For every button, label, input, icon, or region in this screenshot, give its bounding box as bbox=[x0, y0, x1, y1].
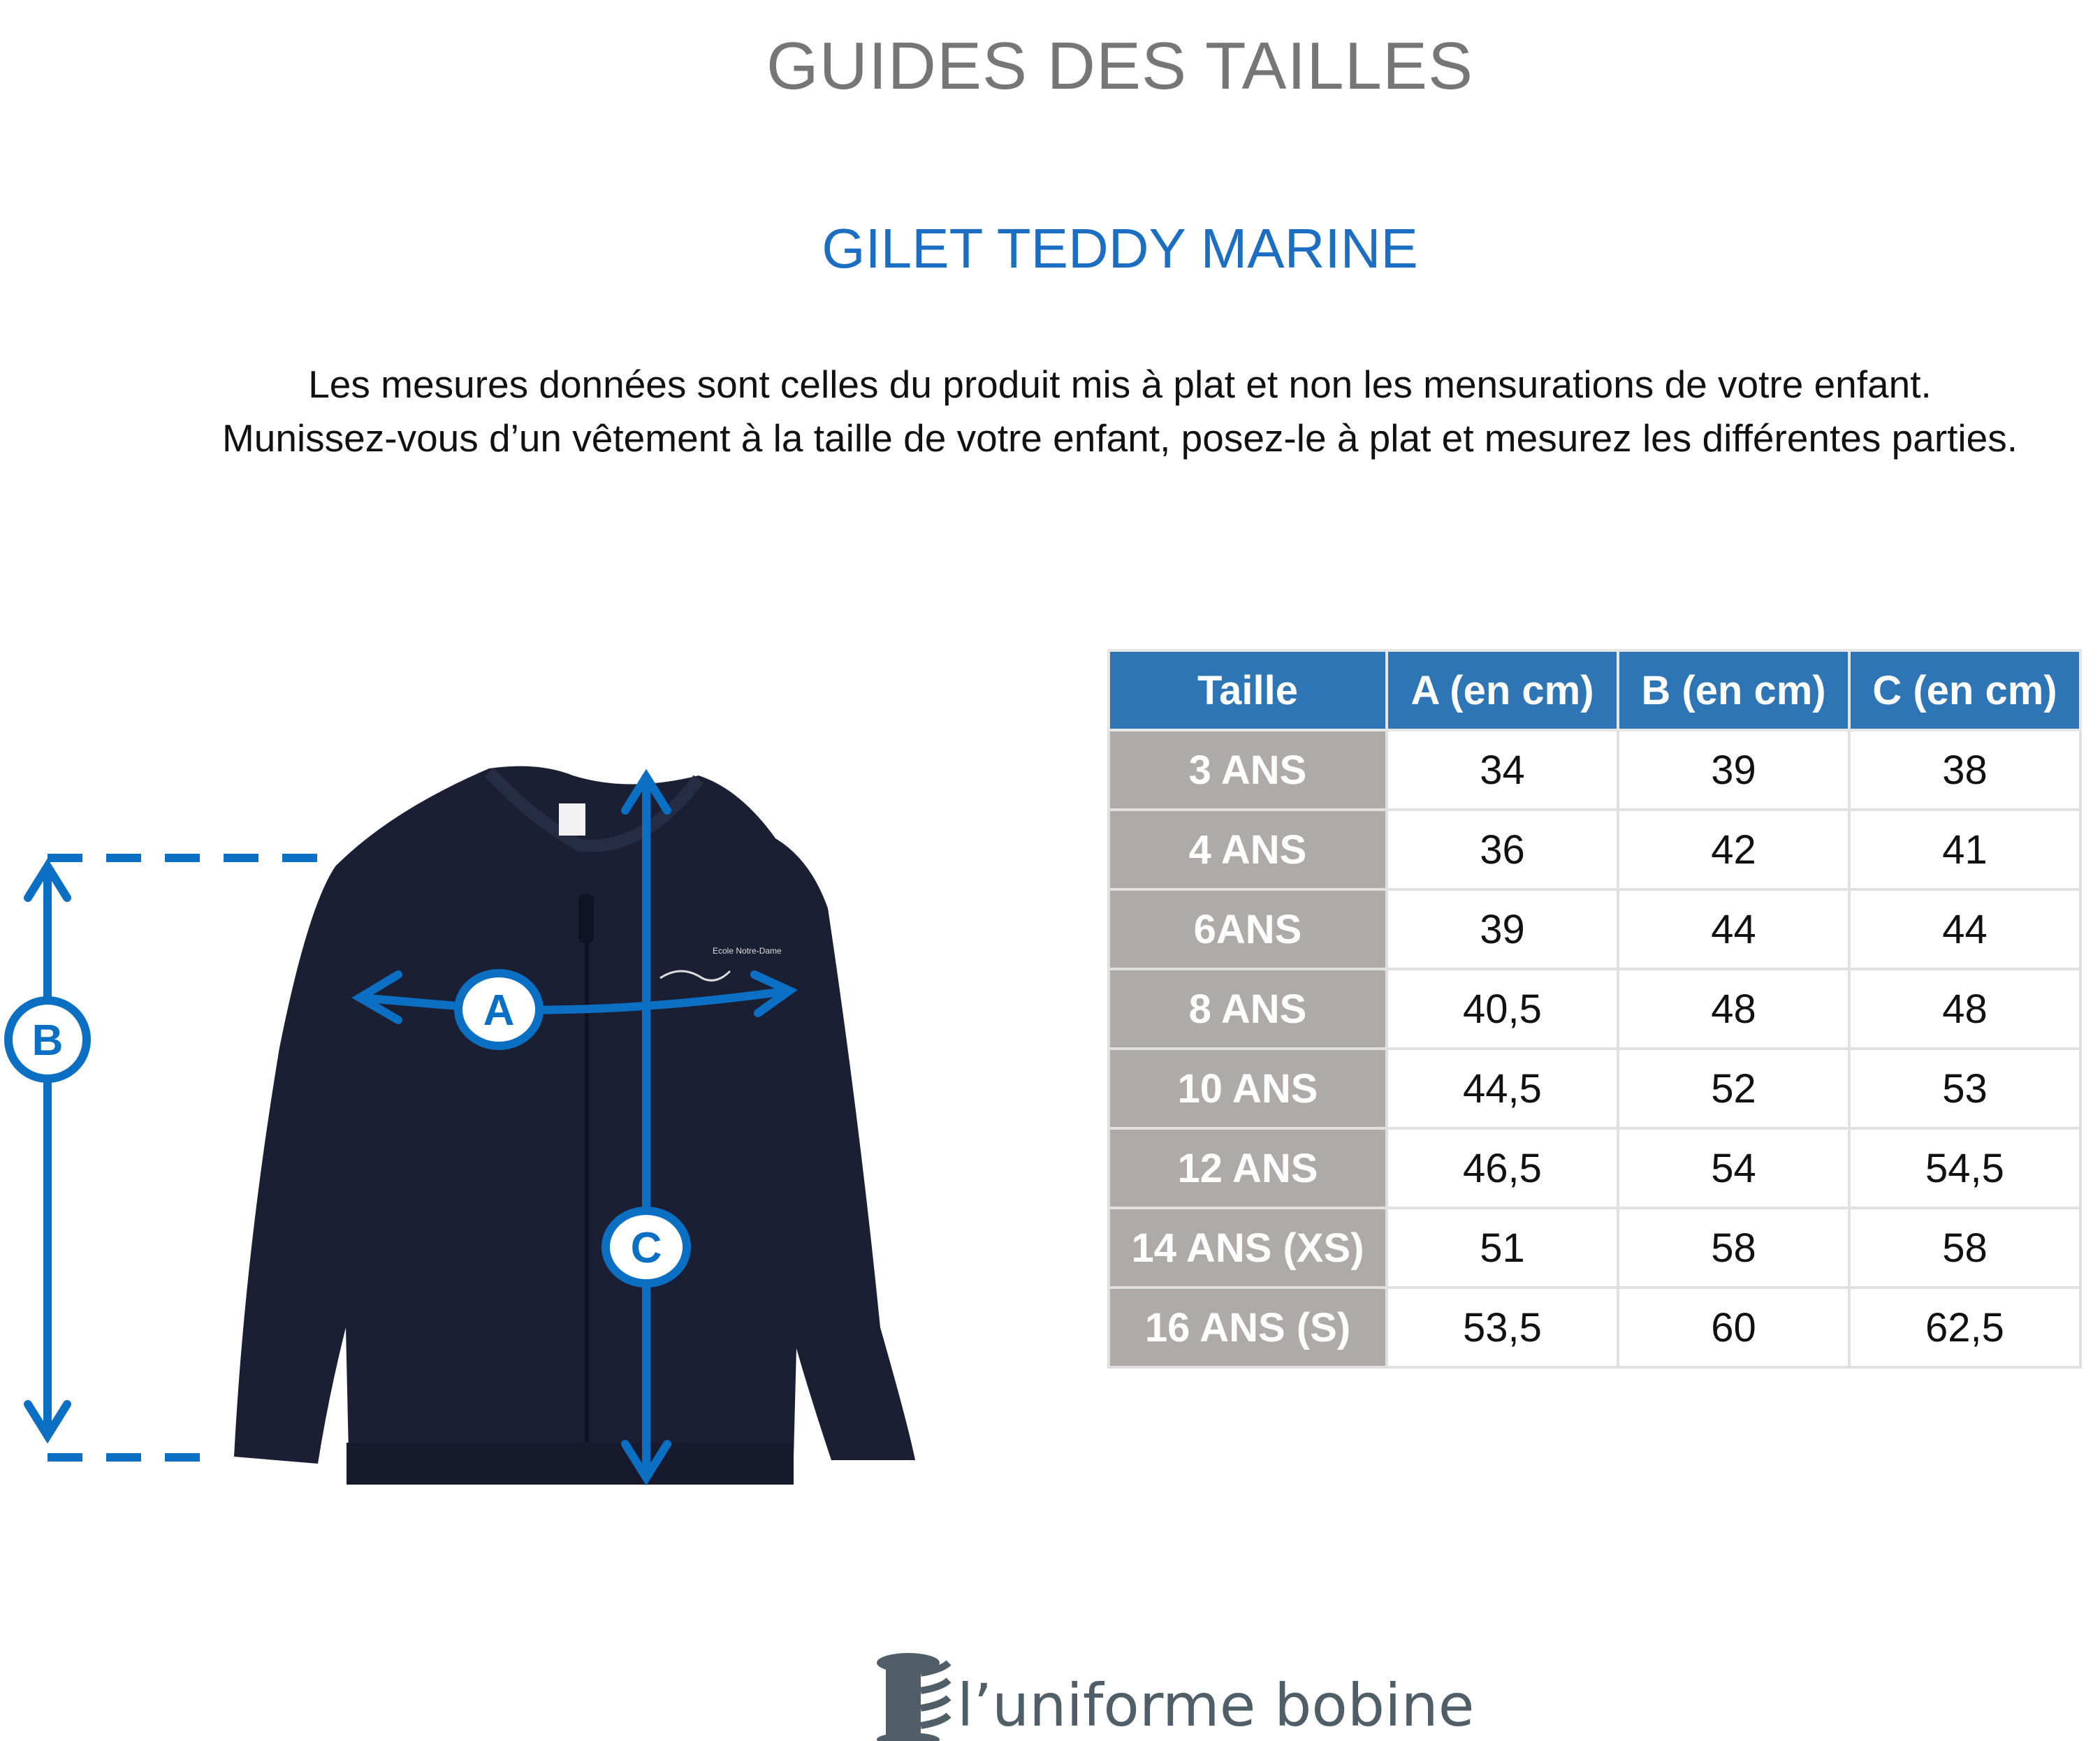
a-cell: 36 bbox=[1387, 810, 1618, 889]
b-cell: 60 bbox=[1618, 1288, 1849, 1367]
c-cell: 54,5 bbox=[1849, 1128, 2080, 1208]
size-cell: 6ANS bbox=[1109, 889, 1387, 969]
b-cell: 58 bbox=[1618, 1208, 1849, 1288]
table-row bbox=[1109, 1208, 2080, 1288]
c-cell: 58 bbox=[1849, 1208, 2080, 1288]
table-header-row bbox=[1109, 650, 2080, 730]
c-cell: 41 bbox=[1849, 810, 2080, 889]
size-cell: 3 ANS bbox=[1109, 730, 1387, 810]
table-row bbox=[1109, 1128, 2080, 1208]
table-row bbox=[1109, 730, 2080, 810]
c-cell: 38 bbox=[1849, 730, 2080, 810]
a-cell: 53,5 bbox=[1387, 1288, 1618, 1367]
c-cell: 44 bbox=[1849, 889, 2080, 969]
a-cell: 44,5 bbox=[1387, 1049, 1618, 1128]
table-row bbox=[1109, 889, 2080, 969]
header-a: A (en cm) bbox=[1387, 650, 1618, 730]
label-b: B bbox=[31, 1017, 64, 1065]
embroidery-text: Ecole Notre-Dame bbox=[713, 946, 782, 956]
header-size: Taille bbox=[1109, 650, 1387, 730]
header-c: C (en cm) bbox=[1849, 650, 2080, 730]
table-row bbox=[1109, 969, 2080, 1049]
a-cell: 46,5 bbox=[1387, 1128, 1618, 1208]
size-cell: 4 ANS bbox=[1109, 810, 1387, 889]
b-cell: 42 bbox=[1618, 810, 1849, 889]
b-cell: 44 bbox=[1618, 889, 1849, 969]
product-name: GILET TEDDY MARINE bbox=[822, 217, 1418, 279]
jacket-illustration bbox=[234, 766, 915, 1485]
table-row bbox=[1109, 1049, 2080, 1128]
instruction-line-2: Munissez-vous d’un vêtement à la taille de votre enfant, posez-le à plat et mesurez les différentes parties. bbox=[221, 416, 2018, 460]
b-cell: 48 bbox=[1618, 969, 1849, 1049]
table-row bbox=[1109, 810, 2080, 889]
b-cell: 54 bbox=[1618, 1128, 1849, 1208]
b-cell: 52 bbox=[1618, 1049, 1849, 1128]
c-cell: 53 bbox=[1849, 1049, 2080, 1128]
spool-logo-icon bbox=[877, 1653, 949, 1741]
page-title: GUIDES DES TAILLES bbox=[766, 29, 1474, 103]
brand-logo-text: l’uniforme bobine bbox=[957, 1671, 1475, 1740]
size-cell: 14 ANS (XS) bbox=[1109, 1208, 1387, 1288]
label-c: C bbox=[630, 1224, 662, 1272]
a-cell: 34 bbox=[1387, 730, 1618, 810]
c-cell: 62,5 bbox=[1849, 1288, 2080, 1367]
size-cell: 10 ANS bbox=[1109, 1049, 1387, 1128]
instruction-line-1: Les mesures données sont celles du produit mis à plat et non les mensurations de votre enfant. bbox=[308, 363, 1932, 406]
a-cell: 39 bbox=[1387, 889, 1618, 969]
c-cell: 48 bbox=[1849, 969, 2080, 1049]
b-cell: 39 bbox=[1618, 730, 1849, 810]
a-cell: 40,5 bbox=[1387, 969, 1618, 1049]
label-a: A bbox=[483, 986, 515, 1035]
size-table bbox=[1107, 649, 2082, 1369]
size-cell: 16 ANS (S) bbox=[1109, 1288, 1387, 1367]
table-row bbox=[1109, 1288, 2080, 1367]
size-cell: 12 ANS bbox=[1109, 1128, 1387, 1208]
size-cell: 8 ANS bbox=[1109, 969, 1387, 1049]
header-b: B (en cm) bbox=[1618, 650, 1849, 730]
a-cell: 51 bbox=[1387, 1208, 1618, 1288]
